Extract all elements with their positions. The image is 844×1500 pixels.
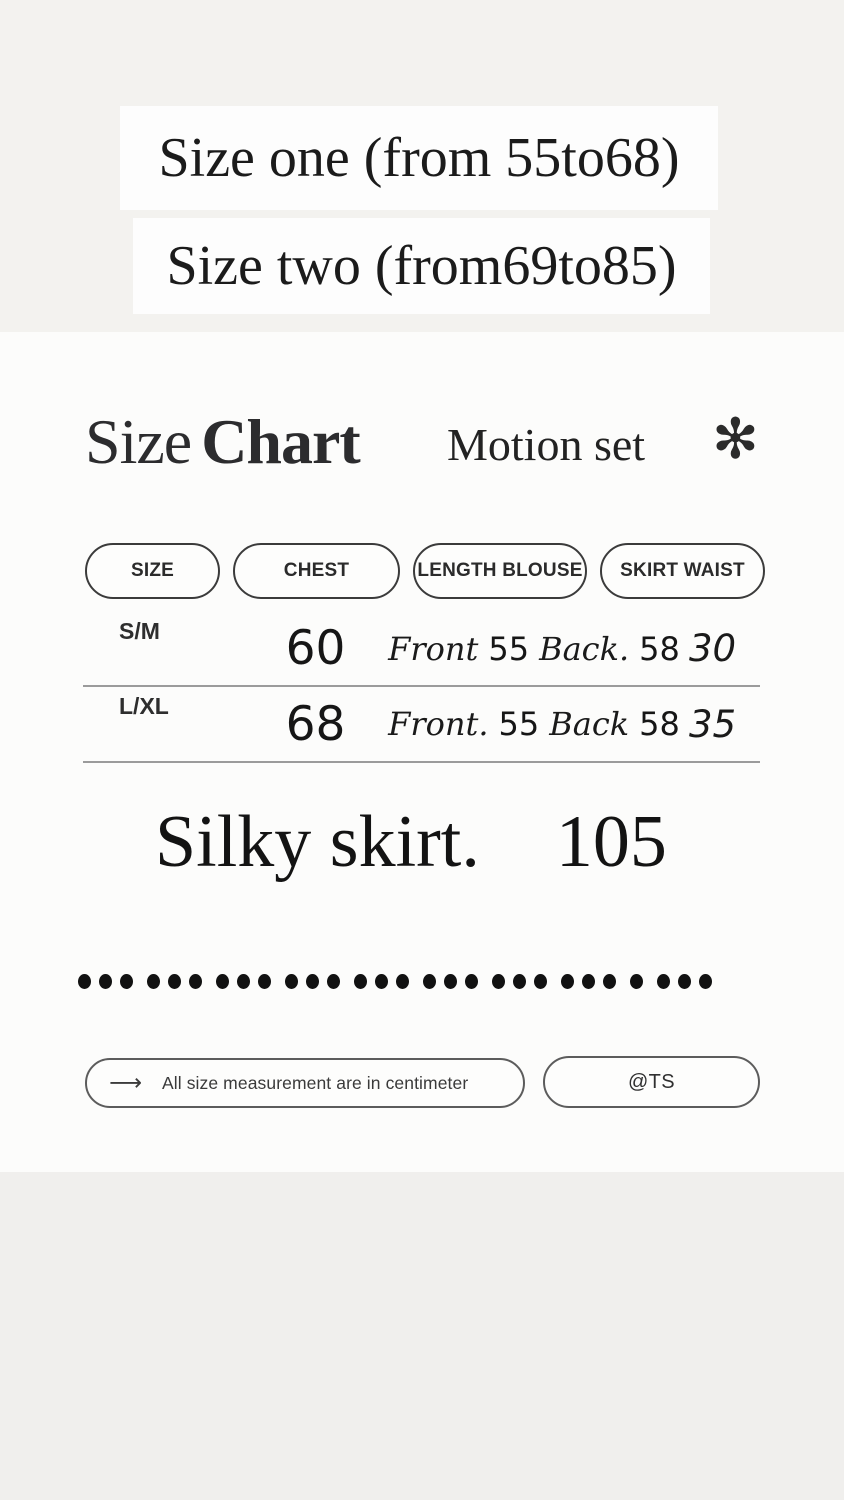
length-blouse-cell xyxy=(388,629,680,668)
measurement-note-text: All size measurement are in centimeter xyxy=(161,1072,469,1093)
dot xyxy=(513,974,526,989)
back-value: 58 xyxy=(639,705,680,743)
dot xyxy=(147,974,160,989)
brand-handle-text: @TS xyxy=(627,1070,676,1093)
dot xyxy=(678,974,691,989)
size-range-note-one: Size one (from 55to68) xyxy=(158,127,680,189)
dot xyxy=(168,974,181,989)
dot xyxy=(120,974,133,989)
dots-divider xyxy=(78,974,726,989)
column-header-length-blouse: LENGTH BLOUSE xyxy=(413,543,587,599)
footer-band xyxy=(0,1172,844,1500)
dot-group xyxy=(657,974,720,989)
dot xyxy=(492,974,505,989)
dot xyxy=(216,974,229,989)
dot xyxy=(444,974,457,989)
dot xyxy=(189,974,202,989)
dot xyxy=(603,974,616,989)
dot-group xyxy=(285,974,348,989)
dot-group xyxy=(216,974,279,989)
page-title-word-chart: Chart xyxy=(201,406,360,477)
dot xyxy=(327,974,340,989)
dot xyxy=(285,974,298,989)
front-value: 55 xyxy=(498,705,540,743)
front-value: 55 xyxy=(488,629,530,668)
brand-handle-pill xyxy=(543,1056,760,1108)
column-header-size: SIZE xyxy=(85,543,220,599)
dot xyxy=(657,974,670,989)
dot xyxy=(423,974,436,989)
skirt-length-note xyxy=(155,800,667,885)
dot xyxy=(78,974,91,989)
dot-group xyxy=(630,974,651,989)
column-header-skirt-waist: SKIRT WAIST xyxy=(600,543,765,599)
dot xyxy=(258,974,271,989)
dot xyxy=(375,974,388,989)
skirt-length-label: Silky skirt. xyxy=(155,801,480,883)
column-header-chest: CHEST xyxy=(233,543,400,599)
back-label: Back. xyxy=(539,629,630,668)
dot-group xyxy=(78,974,141,989)
front-label: Front xyxy=(388,629,479,668)
dot xyxy=(99,974,112,989)
asterisk-icon: ✻ xyxy=(712,407,759,472)
back-value: 58 xyxy=(639,629,680,668)
length-blouse-cell xyxy=(388,705,680,743)
page-title xyxy=(85,402,360,482)
dot xyxy=(237,974,250,989)
dot xyxy=(561,974,574,989)
top-band xyxy=(0,0,844,332)
dot xyxy=(534,974,547,989)
dot xyxy=(630,974,643,989)
dot xyxy=(465,974,478,989)
chest-cell: 60 xyxy=(285,621,346,676)
size-range-note-two: Size two (from69to85) xyxy=(166,235,677,297)
dot xyxy=(306,974,319,989)
dot xyxy=(354,974,367,989)
page-title-word-size: Size xyxy=(85,406,192,477)
size-cell: S/M xyxy=(119,618,160,644)
table-row xyxy=(83,612,760,687)
dot-group xyxy=(492,974,555,989)
page-subtitle: Motion set xyxy=(447,419,646,470)
table-row xyxy=(83,687,760,763)
table-header-row xyxy=(85,543,765,599)
dot-group xyxy=(354,974,417,989)
skirt-waist-cell: 35 xyxy=(688,702,737,746)
dot xyxy=(582,974,595,989)
back-label: Back xyxy=(549,705,630,743)
dot-group xyxy=(147,974,210,989)
skirt-length-value: 105 xyxy=(555,801,667,883)
dot-group xyxy=(561,974,624,989)
dot xyxy=(396,974,409,989)
size-cell: L/XL xyxy=(119,693,169,719)
right-arrow-icon: ⟶ xyxy=(109,1069,142,1096)
skirt-waist-cell: 30 xyxy=(688,627,737,670)
dot xyxy=(699,974,712,989)
size-range-box-one xyxy=(120,106,718,210)
measurement-note-pill xyxy=(85,1058,525,1108)
size-range-box-two xyxy=(133,218,710,314)
dot-group xyxy=(423,974,486,989)
chest-cell: 68 xyxy=(285,696,346,752)
front-label: Front. xyxy=(388,705,489,743)
